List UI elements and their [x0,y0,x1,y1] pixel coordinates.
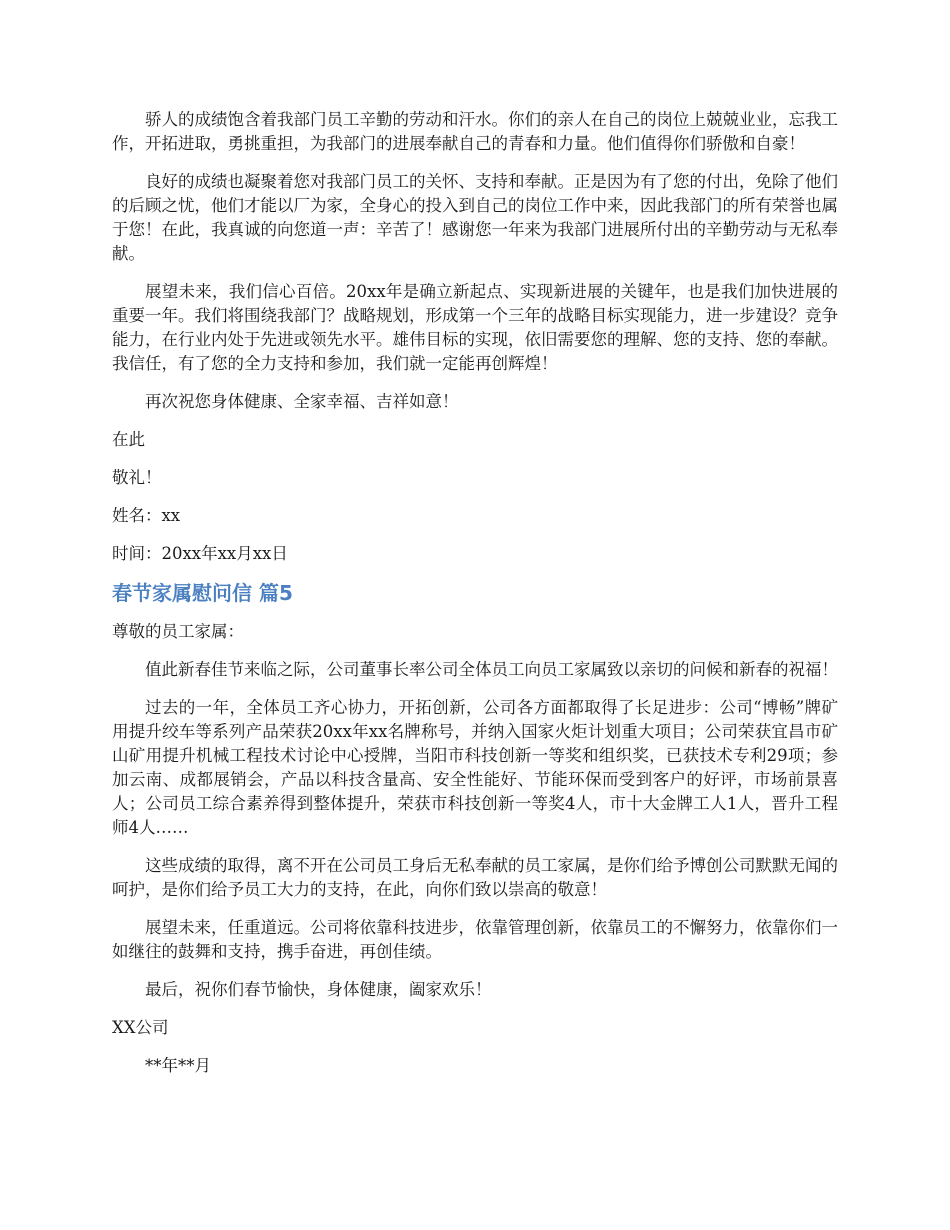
body-paragraph: 过去的一年，全体员工齐心协力，开拓创新，公司各方面都取得了长足进步：公司“博畅”牌矿用提升绞车等系列产品荣获20xx年xx名牌称号，并纳入国家火炬计划重大项目；公司荣获宜昌市矿山矿用提升机械工程技术讨论中心授牌，当阳市科技创新一等奖和组织奖，已获技术专利29项；参加云南、成都展销会，产品以科技含量高、安全性能好、节能环保而受到客户的好评，市场前景喜人；公司员工综合素养得到整体提升，荣获市科技创新一等奖4人，市十大金牌工人1人，晋升工程师4人…… [112,698,838,837]
body-paragraph: 值此新春佳节来临之际，公司董事长率公司全体员工向员工家属致以亲切的问候和新春的祝福！ [145,660,838,679]
section-heading: 春节家属慰问信 篇5 [112,581,293,605]
body-paragraph: 最后，祝你们春节愉快，身体健康，阖家欢乐！ [145,980,492,999]
signature-time: 时间：20xx年xx月xx日 [112,544,288,563]
signature-date: **年**月 [145,1056,211,1075]
body-paragraph: 展望未来，我们信心百倍。20xx年是确立新起点、实现新进展的关键年，也是我们加快进展的重要一年。我们将围绕我部门？战略规划，形成第一个三年的战略目标实现能力，进一步建设？竞争能力，在行业内处于先进或领先水平。雄伟目标的实现，依旧需要您的理解、您的支持、您的奉献。我信任，有了您的全力支持和参加，我们就一定能再创辉煌！ [112,282,838,373]
salutation: 尊敬的员工家属： [112,622,244,641]
closing-salute: 敬礼！ [112,468,162,487]
signature-name: 姓名：xx [112,506,181,525]
body-paragraph: 骄人的成绩饱含着我部门员工辛勤的劳动和汗水。你们的亲人在自己的岗位上兢兢业业，忘我工作，开拓进取，勇挑重担，为我部门的进展奉献自己的青春和力量。他们值得你们骄傲和自豪！ [112,110,838,153]
signature-company: XX公司 [112,1018,169,1037]
body-paragraph: 展望未来，任重道远。公司将依靠科技进步，依靠管理创新，依靠员工的不懈努力，依靠你们一如继往的鼓舞和支持，携手奋进，再创佳绩。 [112,918,838,961]
body-paragraph: 良好的成绩也凝聚着您对我部门员工的关怀、支持和奉献。正是因为有了您的付出，免除了他们的后顾之忧，他们才能以厂为家，全身心的投入到自己的岗位工作中来，因此我部门的所有荣誉也属于您！在此，我真诚的向您道一声：辛苦了！感谢您一年来为我部门进展所付出的辛勤劳动与无私奉献。 [112,172,838,263]
body-paragraph: 再次祝您身体健康、全家幸福、吉祥如意！ [145,392,459,411]
body-paragraph: 这些成绩的取得，离不开在公司员工身后无私奉献的员工家属，是你们给予博创公司默默无闻的呵护，是你们给予员工大力的支持，在此，向你们致以崇高的敬意！ [112,856,838,899]
closing-line: 在此 [112,430,145,449]
